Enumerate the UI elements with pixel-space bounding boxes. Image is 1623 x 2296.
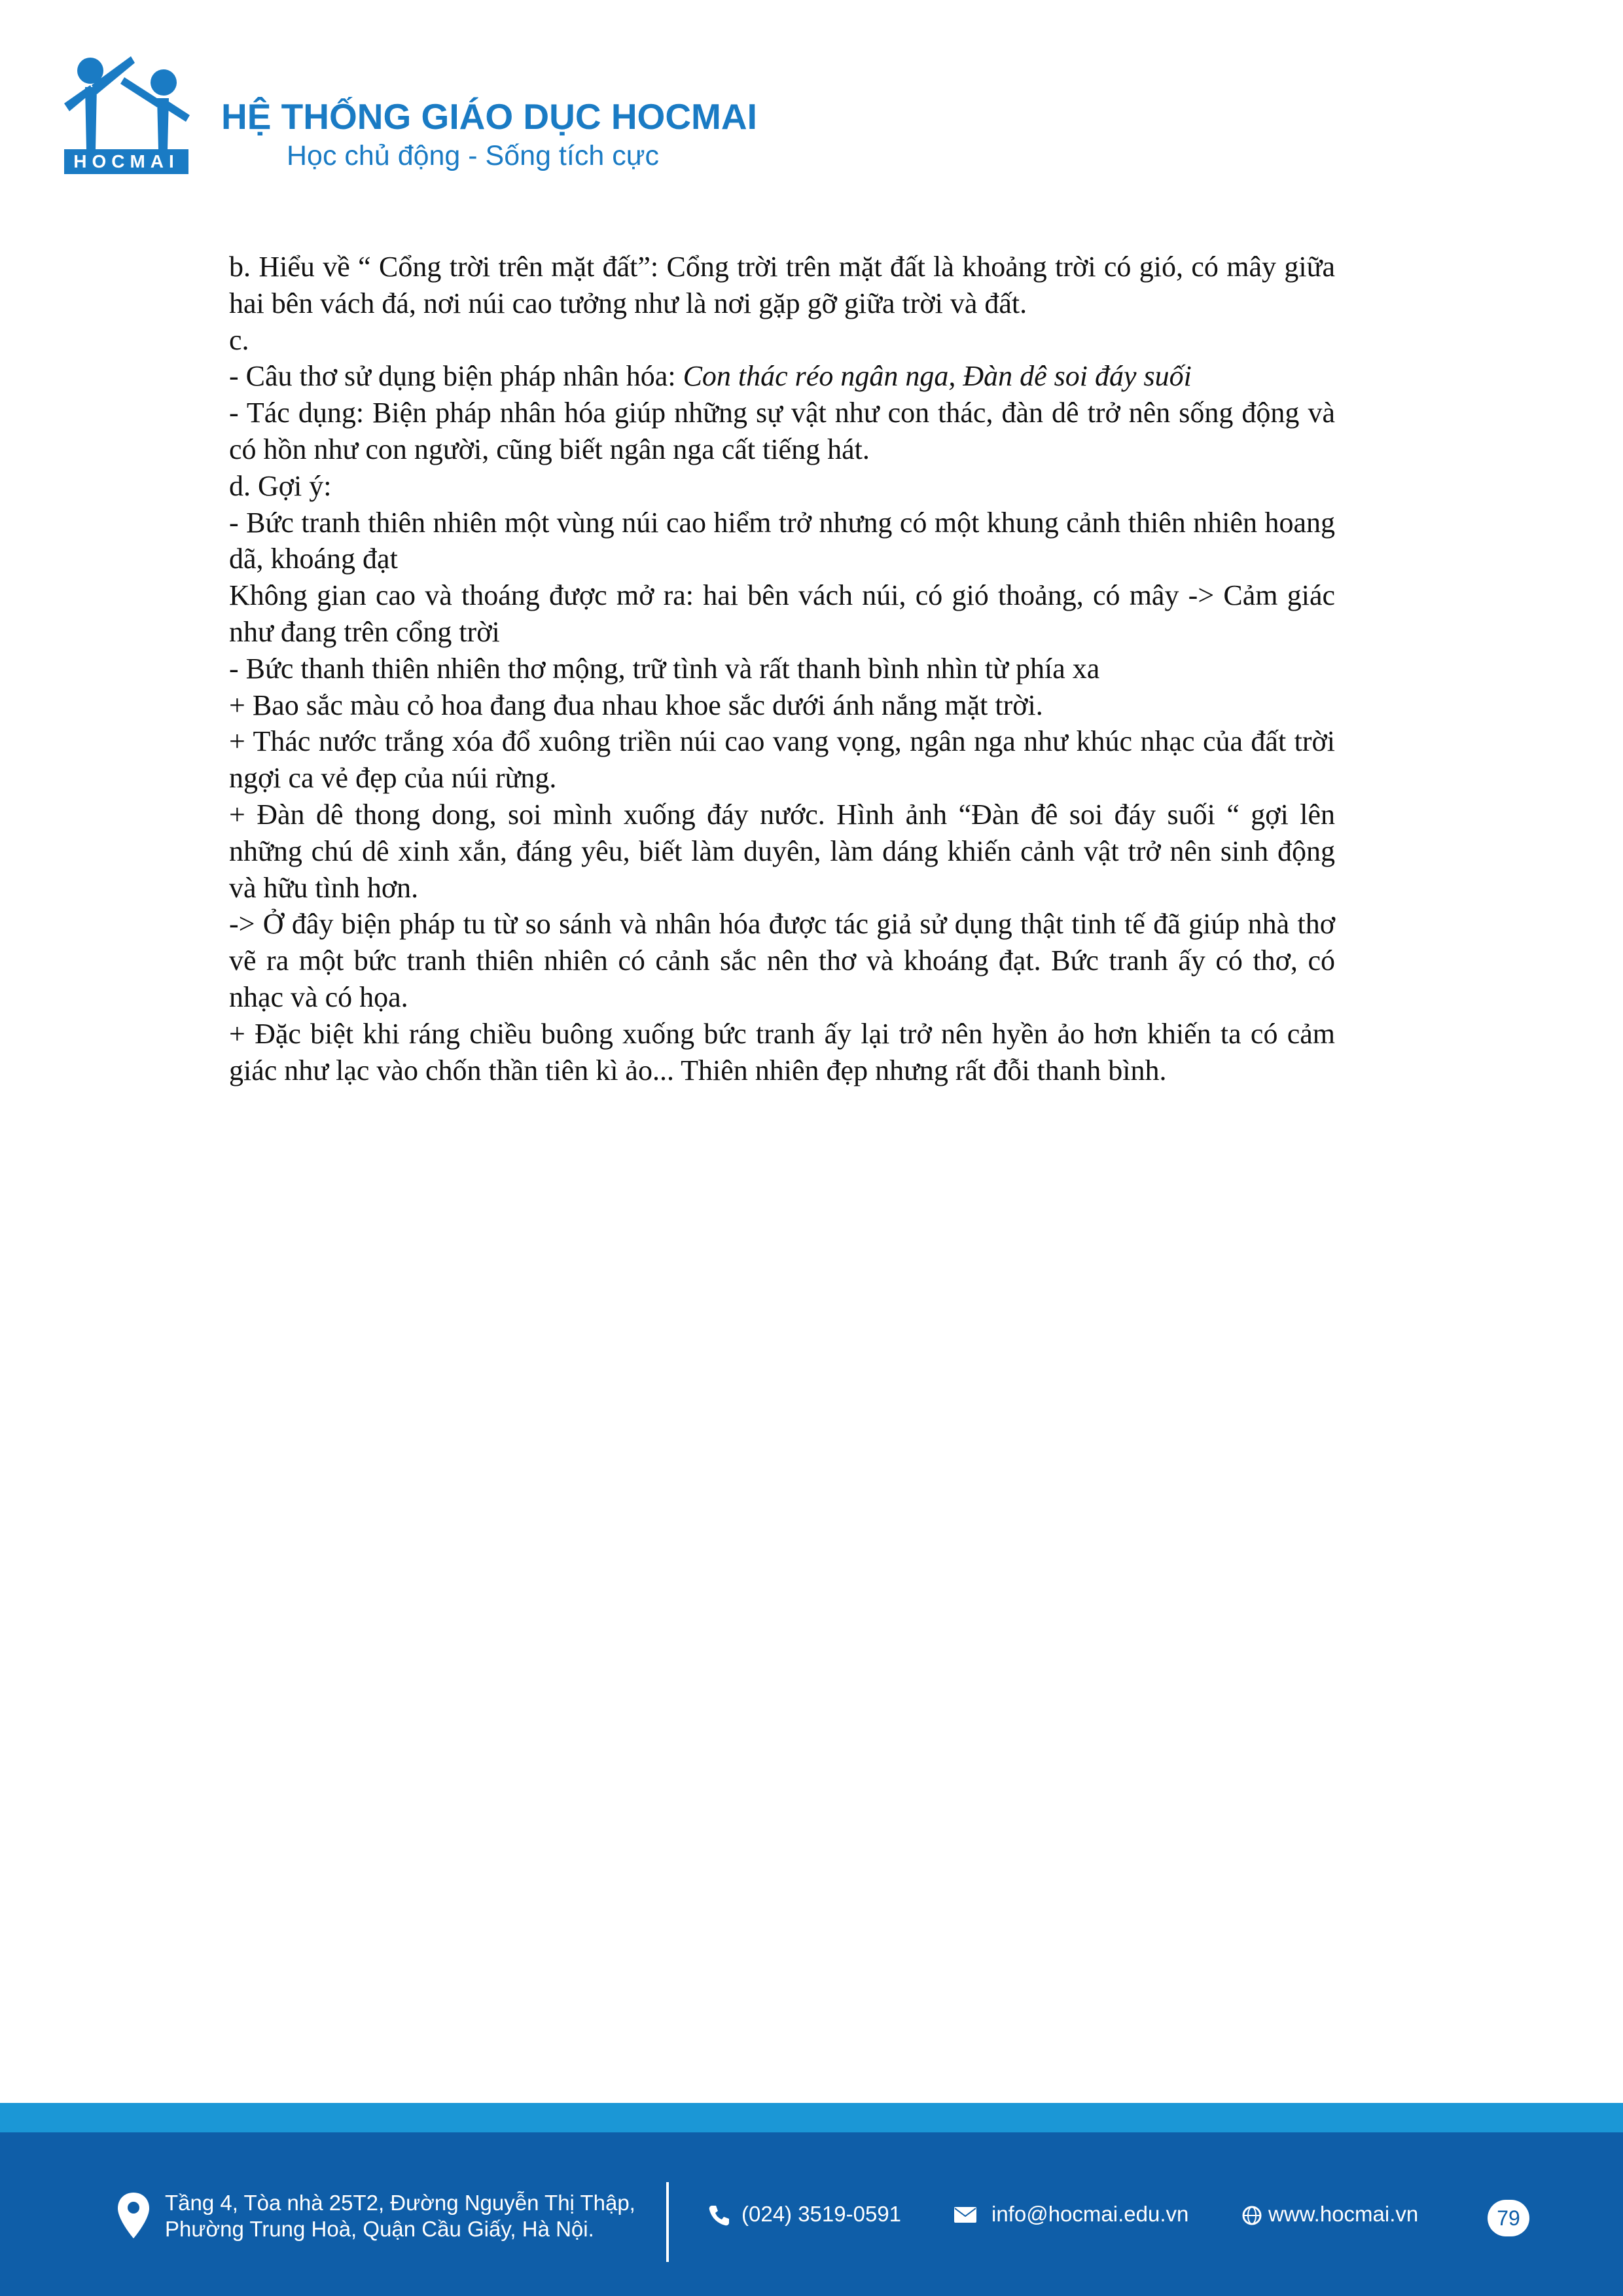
footer-website[interactable]: www.hocmai.vn <box>1268 2202 1419 2226</box>
logo-text: HOCMAI <box>64 149 188 174</box>
footer-stripe <box>0 2103 1623 2132</box>
location-pin-icon <box>116 2191 151 2245</box>
paragraph-b: b. Hiểu về “ Cổng trời trên mặt đất”: Cổng trời trên mặt đất là khoảng trời có gió, có mây giữa hai bên vách đá, nơi núi cao tưởng như là nơi gặp gỡ giữa trời và đất. <box>229 251 1335 319</box>
paragraph-waterfall: + Thác nước trắng xóa đổ xuông triền núi cao vang vọng, ngân nga như khúc nhạc của đất trời ngợi ca vẻ đẹp của núi rừng. <box>229 725 1335 795</box>
footer-email[interactable]: info@hocmai.edu.vn <box>991 2202 1189 2226</box>
page-header <box>59 51 844 182</box>
paragraph-flowers: + Bao sắc màu cỏ hoa đang đua nhau khoe sắc dưới ánh nắng mặt trời. <box>229 689 1043 721</box>
footer-divider <box>666 2182 669 2262</box>
paragraph-d-label: d. Gợi ý: <box>229 469 332 502</box>
personification-intro: - Câu thơ sử dụng biện pháp nhân hóa: <box>229 360 683 393</box>
paragraph-c-label: c. <box>229 323 249 356</box>
paragraph-sunset: + Đặc biệt khi ráng chiều buông xuống bức tranh ấy lại trở nên hyền ảo hơn khiến ta có cảm giác như lạc vào chốn thần tiên kì ảo... Thiên nhiên đẹp nhưng rất đỗi thanh bình. <box>229 1017 1335 1086</box>
logo-figures-icon <box>59 51 196 149</box>
hocmai-logo <box>59 51 196 179</box>
page-footer <box>0 2132 1623 2296</box>
paragraph-poetic: - Bức thanh thiên nhiên thơ mộng, trữ tình và rất thanh bình nhìn từ phía xa <box>229 652 1100 685</box>
phone-icon <box>707 2203 732 2234</box>
paragraph-rhetoric: -> Ở đây biện pháp tu từ so sánh và nhân hóa được tác giả sử dụng thật tinh tế đã giúp nhà thơ vẽ ra một bức tranh thiên nhiên có cảnh sắc nên thơ và khoáng đạt. Bức tranh ấy có thơ, có nhạc và có họa. <box>229 908 1335 1013</box>
page-number-badge: 79 <box>1488 2200 1529 2236</box>
footer-phone[interactable]: (024) 3519-0591 <box>741 2202 902 2226</box>
address-line-2: Phường Trung Hoà, Quận Cầu Giấy, Hà Nội. <box>165 2217 594 2241</box>
paragraph-space: Không gian cao và thoáng được mở ra: hai bên vách núi, có gió thoảng, có mây -> Cảm giác như đang trên cổng trời <box>229 579 1335 648</box>
footer-address <box>165 2190 635 2242</box>
brand-title: HỆ THỐNG GIÁO DỤC HOCMAI <box>221 96 757 137</box>
paragraph-personification <box>229 358 1335 395</box>
paragraph-landscape: - Bức tranh thiên nhiên một vùng núi cao hiểm trở nhưng có một khung cảnh thiên nhiên hoang dã, khoáng đạt <box>229 506 1335 575</box>
poem-quote: Con thác réo ngân nga, Đàn dê soi đáy suối <box>683 360 1192 393</box>
address-line-1: Tầng 4, Tòa nhà 25T2, Đường Nguyễn Thị Thập, <box>165 2191 635 2215</box>
globe-icon <box>1242 2205 1262 2231</box>
paragraph-goats: + Đàn dê thong dong, soi mình xuống đáy nước. Hình ảnh “Đàn đê soi đáy suối “ gợi lên những chú dê xinh xắn, đáng yêu, biết làm duyên, làm dáng khiến cảnh vật trở nên sinh động và hữu tình hơn. <box>229 798 1335 904</box>
document-body <box>229 249 1335 1088</box>
email-icon <box>954 2204 977 2231</box>
brand-tagline: Học chủ động - Sống tích cực <box>287 140 659 171</box>
paragraph-effect: - Tác dụng: Biện pháp nhân hóa giúp những sự vật như con thác, đàn dê trở nên sống động và có hồn như con người, cũng biết ngân nga cất tiếng hát. <box>229 397 1335 465</box>
